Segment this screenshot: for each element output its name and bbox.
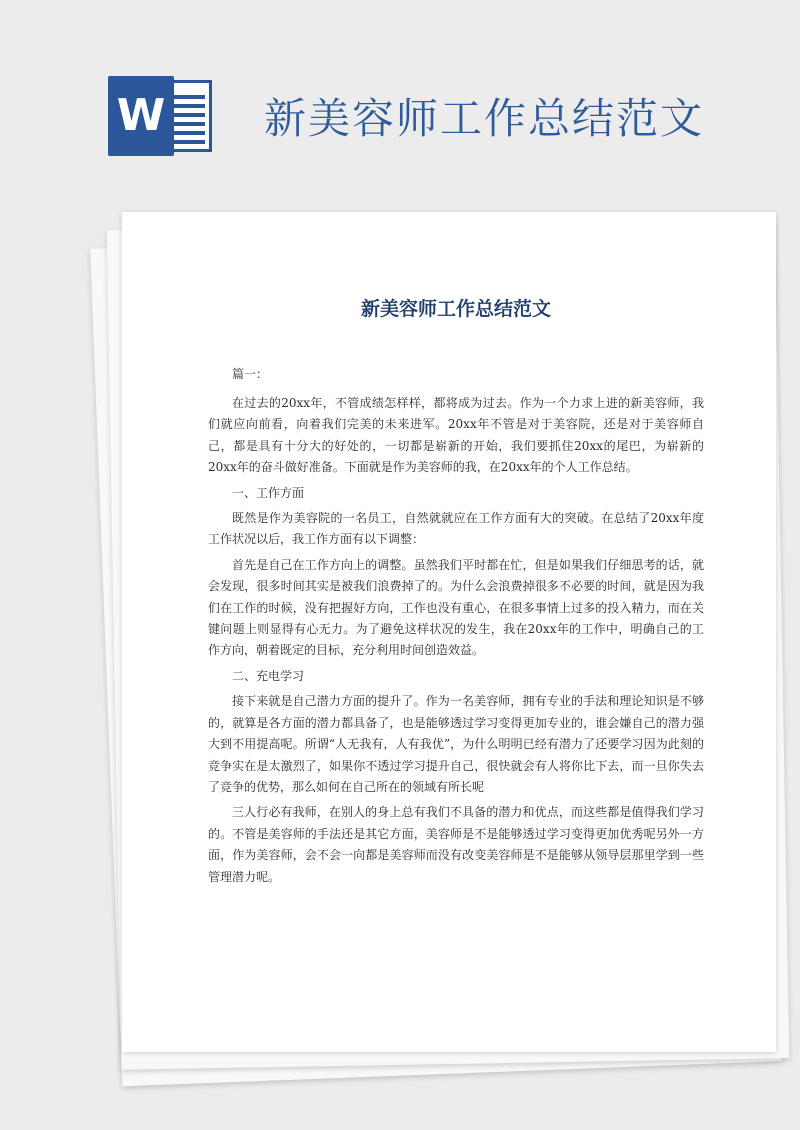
section-label: 篇一： — [232, 367, 269, 381]
document-body — [208, 393, 704, 888]
paragraph: 首先是自己在工作方向上的调整。虽然我们平时都在忙，但是如果我们仔细思考的话，就会发现，很多时间其实是被我们浪费掉了的。为什么会浪费掉很多不必要的时间，就是因为我们在工作的时候，没有把握好方向，工作也没有重心，在很多事情上过多的投入精力，而在关键问题上则显得有心无力。为了避免这样状况的发生，我在20xx年的工作中，明确自己的工作方向，朝着既定的目标，充分利用时间创造效益。 — [208, 557, 704, 658]
word-document-icon — [108, 76, 213, 156]
sheet-line — [169, 131, 205, 135]
document-page — [122, 212, 776, 1052]
sheet-line — [169, 122, 205, 126]
word-letter-badge: W — [108, 76, 174, 156]
header-banner — [0, 0, 800, 200]
page-title: 新美容师工作总结范文 — [264, 94, 705, 143]
section-heading: 二、充电学习 — [232, 668, 305, 683]
paragraph: 接下来就是自己潜力方面的提升了。作为一名美容师，拥有专业的手法和理论知识是不够的，就算是各方面的潜力都具备了，也是能够透过学习变得更加专业的，谁会嫌自己的潜力强大到不用提高呢。所谓“人无我有，人有我优”，为什么明明已经有潜力了还要学习因为此刻的竞争实在是太激烈了，如果你不透过学习提升自己，很快就会有人将你比下去，而一旦你失去了竞争的优势，那么如何在自己所在的领域有所长呢 — [208, 694, 704, 794]
sheet-line — [169, 95, 205, 99]
sheet-line — [169, 113, 205, 117]
section-heading: 一、工作方面 — [232, 485, 305, 500]
paragraph: 三人行必有我师，在别人的身上总有我们不具备的潜力和优点，而这些都是值得我们学习的。不管是美容师的手法还是其它方面，美容师是不是能够透过学习变得更加优秀呢另外一方面，作为美容师，会不会一向都是美容师而没有改变美容师是不是能够从领导层那里学到一些管理潜力呢。 — [208, 805, 704, 884]
paragraph: 既然是作为美容院的一名员工，自然就就应在工作方面有大的突破。在总结了20xx年度工作状况以后，我工作方面有以下调整： — [208, 511, 704, 547]
paragraph: 在过去的20xx年，不管成绩怎样样，都将成为过去。作为一个力求上进的新美容师，我们就应向前看，向着我们完美的未来进军。20xx年不管是对于美容院，还是对于美容师自己，都是具有十分大的好处的，一切都是崭新的开始，我们要抓住20xx的尾巴，为崭新的20xx年的奋斗做好准备。下面就是作为美容师的我，在20xx年的个人工作总结。 — [208, 396, 704, 475]
sheet-line — [169, 140, 205, 144]
sheet-line — [169, 104, 205, 108]
document-title: 新美容师工作总结范文 — [360, 298, 551, 320]
